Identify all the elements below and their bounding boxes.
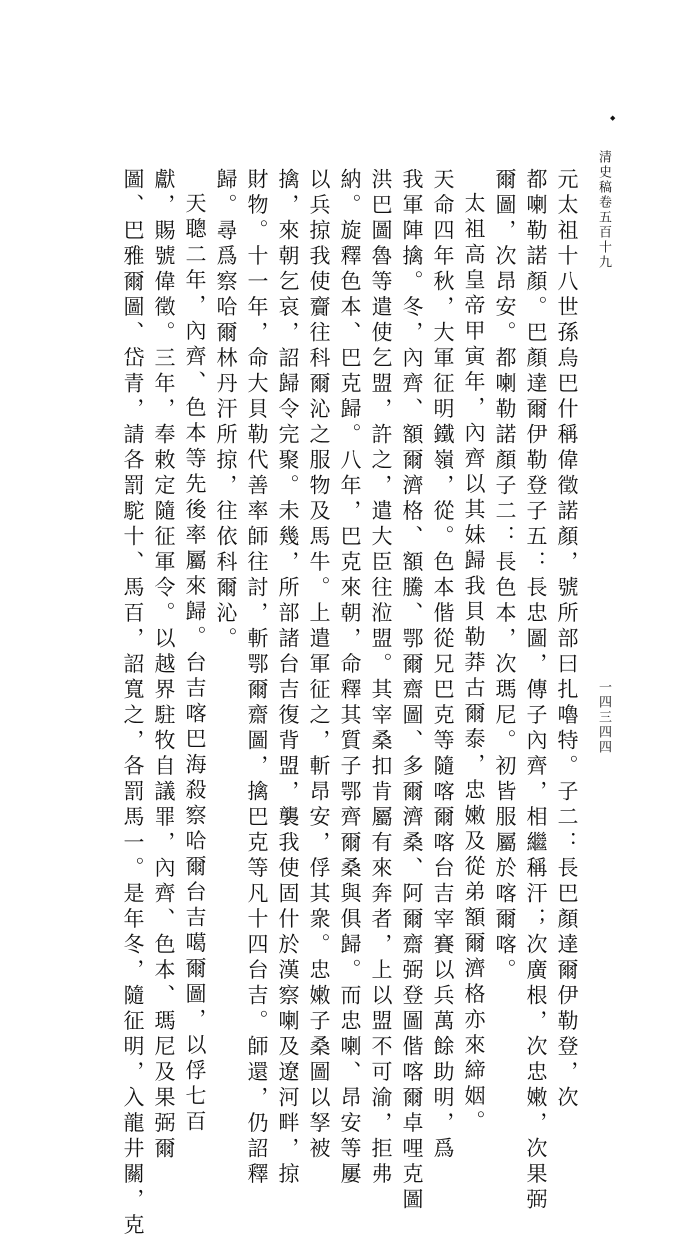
text-column: 財物。十一年，命大貝勒代善率師往討，斬鄂爾齋圖，擒巴克等凡十四台吉。師還，仍詔釋 [245,168,269,1188]
page-number: 一四三四四 [596,680,611,755]
running-title: 清史稿卷五百十九 [596,150,611,270]
text-column: 元太祖十八世孫烏巴什稱偉徵諾顏，號所部曰扎嚕特。子二：長巴顏達爾伊勒登，次 [555,168,579,1112]
text-column: 圖、巴雅爾圖、岱青，請各罰駝十、馬百，詔寬之，各罰馬一。是年冬，隨征明，入龍井關，克 [121,168,145,1239]
text-column: 擒，來朝乞哀，詔歸令完聚。未幾，所部諸台吉復背盟，襲我使固什於漢察喇及遼河畔，掠 [276,168,300,1188]
text-column: 以兵掠我使齎往科爾沁之服物及馬牛。上遣軍征之，斬昂安，俘其衆。忠嫩子桑圖以孥被 [307,168,331,1163]
main-text [88,168,582,1239]
text-column: 天聰二年，內齊、色本等先後率屬來歸。台吉喀巴海殺察哈爾台吉噶爾圖，以俘七百 [183,192,207,1136]
text-column: 太祖高皇帝甲寅年，內齊以其妹歸我貝勒莽古爾泰，忠嫩及從弟額爾濟格亦來締姻。 [462,192,486,1136]
text-column: 洪巴圖魯等遣使乞盟，許之，遣大臣往涖盟。其宰桑扣肯屬有來奔者，上以盟不可渝，拒弗 [369,168,393,1188]
text-column: 歸。尋爲察哈爾林丹汗所掠，往依科爾沁。 [214,168,238,653]
text-column: 天命四年秋，大軍征明鐵嶺，從。色本偕從兄巴克等隨喀爾喀台吉宰賽以兵萬餘助明，爲 [431,168,455,1163]
text-column: 都喇勒諾顏。巴顏達爾伊勒登子五：長忠圖，傳子內齊，相繼稱汗；次廣根，次忠嫩，次果弼 [524,168,548,1214]
text-column: 獻，賜號偉徵。三年，奉敕定隨征軍令。以越界駐牧自議罪，內齊、色本、瑪尼及果弼爾 [152,168,176,1163]
corner-mark: ◆ [610,114,616,122]
text-column: 爾圖，次昂安。都喇勒諾顏子二：長色本，次瑪尼。初皆服屬於喀爾喀。 [493,168,517,984]
text-column: 我軍陣擒。冬，內齊、額爾濟格、額騰、鄂爾齋圖、多爾濟桑、阿爾齋弼登圖偕喀爾卓哩克圖 [400,168,424,1214]
text-column: 納。旋釋色本、巴克歸。八年，巴克來朝，命釋其質子鄂齊爾桑與俱歸。而忠喇、昂安等屢 [338,168,362,1188]
